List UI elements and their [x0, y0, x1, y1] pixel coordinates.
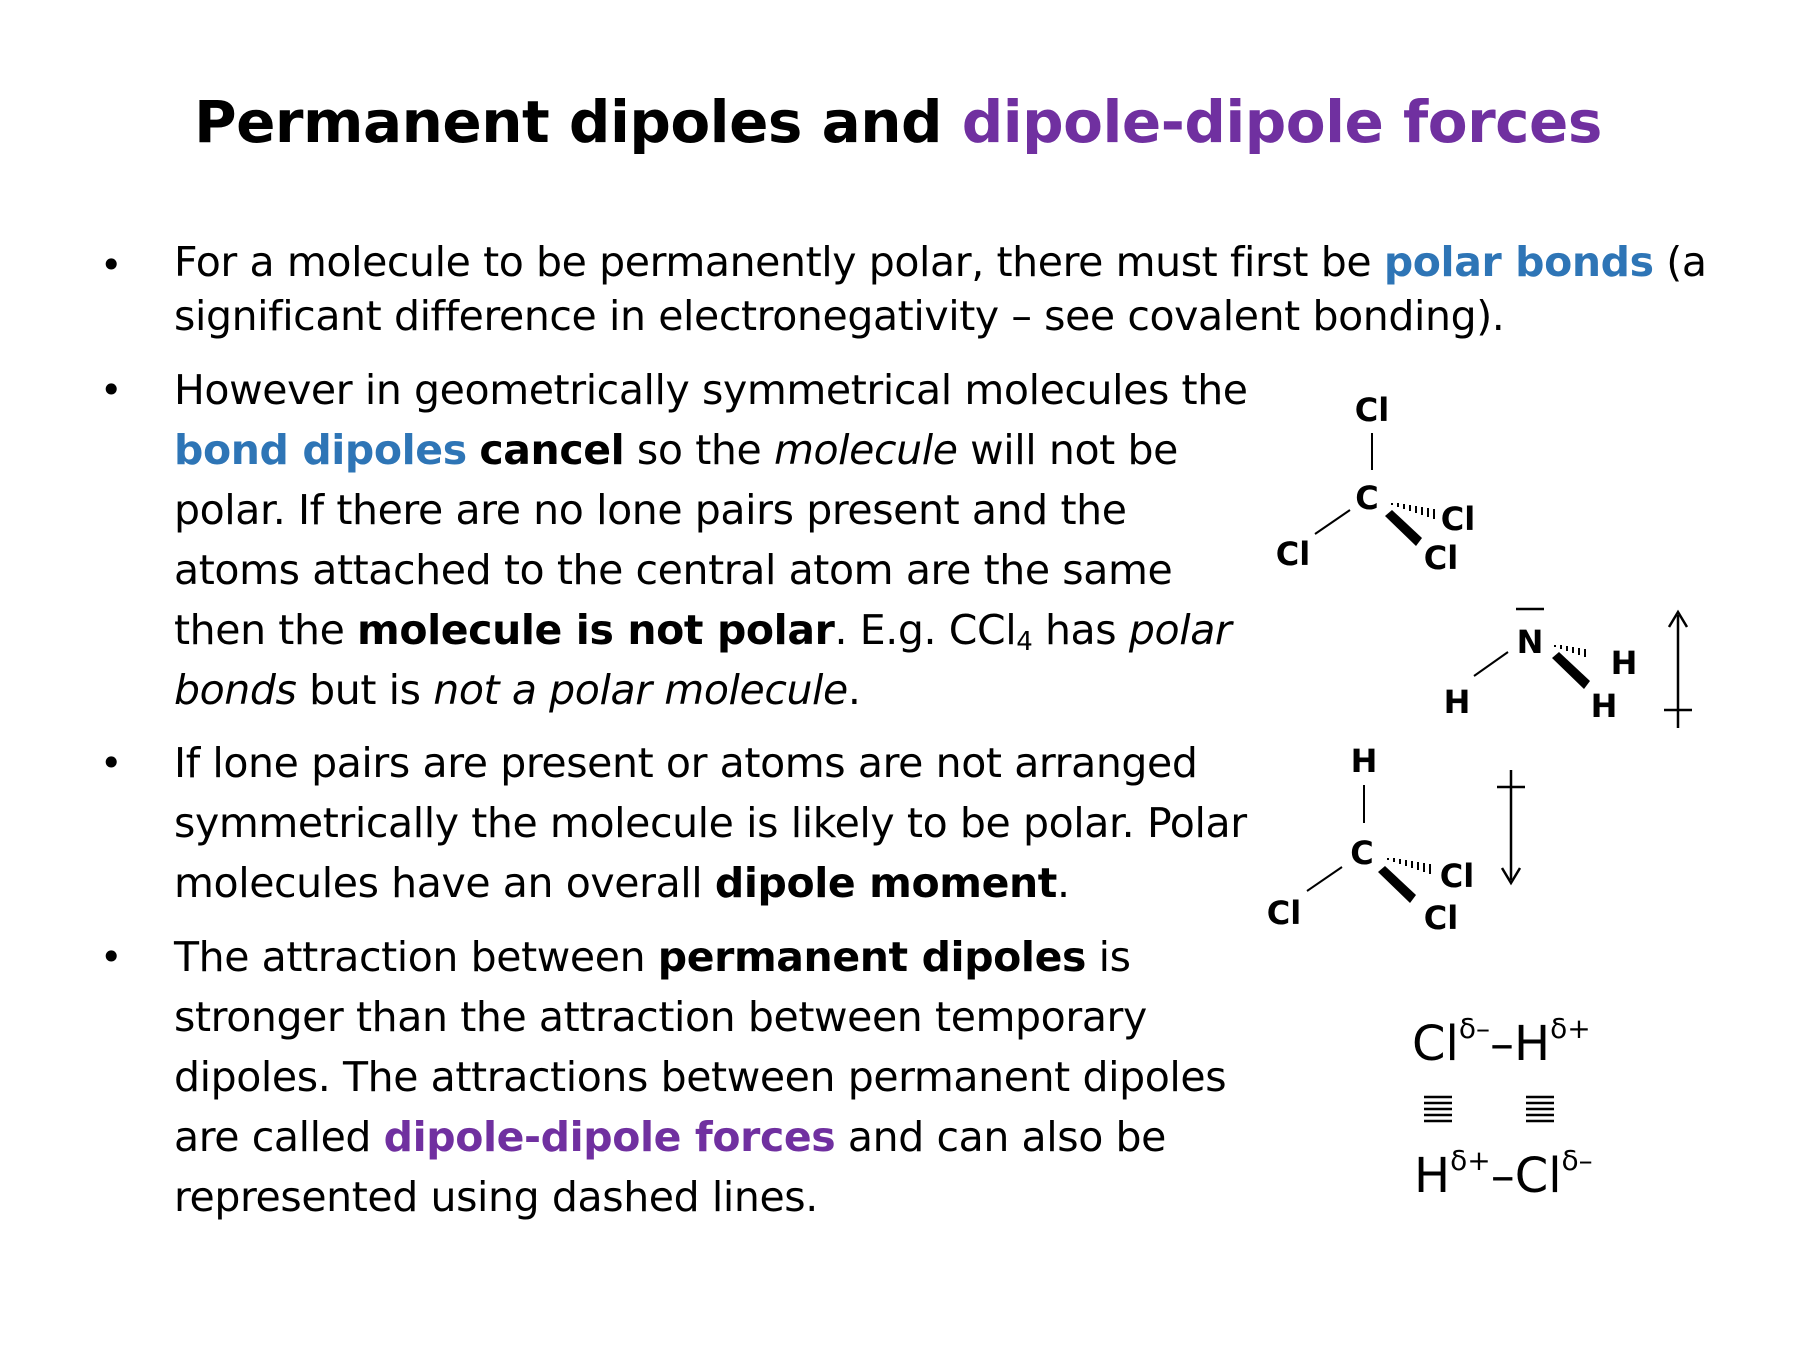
text-run: However in geometrically symmetrical molecules the [174, 366, 1248, 414]
ccl4-left-cl: Cl [1275, 535, 1311, 573]
keyword-permanent-dipoles: permanent dipoles [657, 933, 1086, 981]
text-run: but is [296, 666, 434, 714]
ccl4-center-c: C [1355, 479, 1379, 517]
text-run: will not be polar. If there are no lone pairs present and the atoms attached to the central atom are the same then the [174, 426, 1178, 654]
wedge-bond [1552, 652, 1590, 689]
subscript: 4 [1016, 627, 1033, 657]
keyword-dipole-dipole-forces: dipole-dipole forces [383, 1113, 836, 1161]
text-run: (a significant difference in electronegativity – see covalent bonding). [174, 238, 1707, 340]
bond-line [1307, 867, 1342, 891]
wedge-bond [1378, 866, 1416, 903]
chcl3-center-c: C [1350, 834, 1374, 872]
hcl-bond: – [1490, 1148, 1515, 1204]
bullet-dot: • [100, 368, 123, 412]
text-run: so the [624, 426, 774, 474]
chcl3-diagram [1267, 742, 1525, 937]
hcl-bottom-row [1414, 1144, 1593, 1204]
partial-negative: δ– [1561, 1144, 1593, 1177]
nh3-left-h: H [1443, 683, 1471, 721]
keyword-dipole-moment: dipole moment [714, 859, 1057, 907]
text-run: . E.g. CCl [834, 606, 1017, 654]
keyword-polar-bonds: polar bonds [1383, 238, 1654, 286]
chcl3-top-h: H [1350, 742, 1378, 780]
ccl4-diagram [1276, 391, 1475, 577]
hcl-h: H [1414, 1148, 1451, 1204]
chcl3-bottom-cl: Cl [1423, 899, 1459, 937]
ccl4-bottom-cl: Cl [1423, 539, 1459, 577]
hcl-dipole-dipole-diagram [1412, 1012, 1593, 1204]
ccl4-top-cl: Cl [1354, 391, 1390, 429]
text-run: and can also be represented using dashed lines. [174, 1113, 1166, 1221]
text-italic: molecule [773, 426, 958, 474]
nh3-diagram [1444, 609, 1692, 728]
text-run: has [1032, 606, 1129, 654]
chcl3-left-cl: Cl [1266, 894, 1302, 932]
bond-line [1315, 510, 1350, 534]
text-italic: polar bonds [174, 606, 1232, 714]
keyword-bond-dipoles: bond dipoles [174, 426, 467, 474]
dipole-dipole-dashes [1526, 1097, 1554, 1121]
text-italic: not a polar molecule [433, 666, 848, 714]
text-run: . [847, 666, 861, 714]
partial-positive: δ+ [1550, 1012, 1591, 1045]
hcl-bond: – [1490, 1016, 1514, 1072]
keyword-not-polar: molecule is not polar [357, 606, 835, 654]
dipole-dipole-dashes [1424, 1097, 1452, 1121]
nh3-right-bottom-h: H [1590, 687, 1618, 725]
title-part2: dipole-dipole forces [961, 88, 1602, 156]
hcl-cl: Cl [1412, 1016, 1459, 1072]
bullet-dot: • [100, 935, 123, 979]
bullet-dot: • [100, 741, 123, 785]
hcl-h: H [1514, 1016, 1551, 1072]
partial-positive: δ+ [1450, 1144, 1491, 1177]
text-run: The attraction between [174, 933, 658, 981]
bullet-dot: • [100, 243, 123, 287]
text-run: If lone pairs are present or atoms are not arranged symmetrically the molecule is likely to be polar. Polar molecules have an overall [174, 739, 1247, 907]
hashed-wedge-bond [1388, 858, 1430, 874]
ccl4-right-cl: Cl [1440, 500, 1476, 538]
keyword-cancel: cancel [479, 426, 625, 474]
bond-line [1474, 652, 1508, 676]
chcl3-right-cl: Cl [1439, 857, 1475, 895]
hcl-top-row [1412, 1012, 1591, 1072]
text-run: . [1056, 859, 1070, 907]
partial-negative: δ– [1458, 1012, 1490, 1045]
text-run: For a molecule to be permanently polar, there must first be [174, 238, 1384, 286]
wedge-bond [1385, 510, 1422, 546]
text-run: is stronger than the attraction between temporary dipoles. The attractions between permanent dipoles are called [174, 933, 1227, 1161]
nh3-center-n: N [1516, 623, 1544, 661]
nh3-right-top-h: H [1610, 644, 1638, 682]
title-part1: Permanent dipoles and [194, 88, 962, 156]
hcl-cl: Cl [1514, 1148, 1562, 1204]
